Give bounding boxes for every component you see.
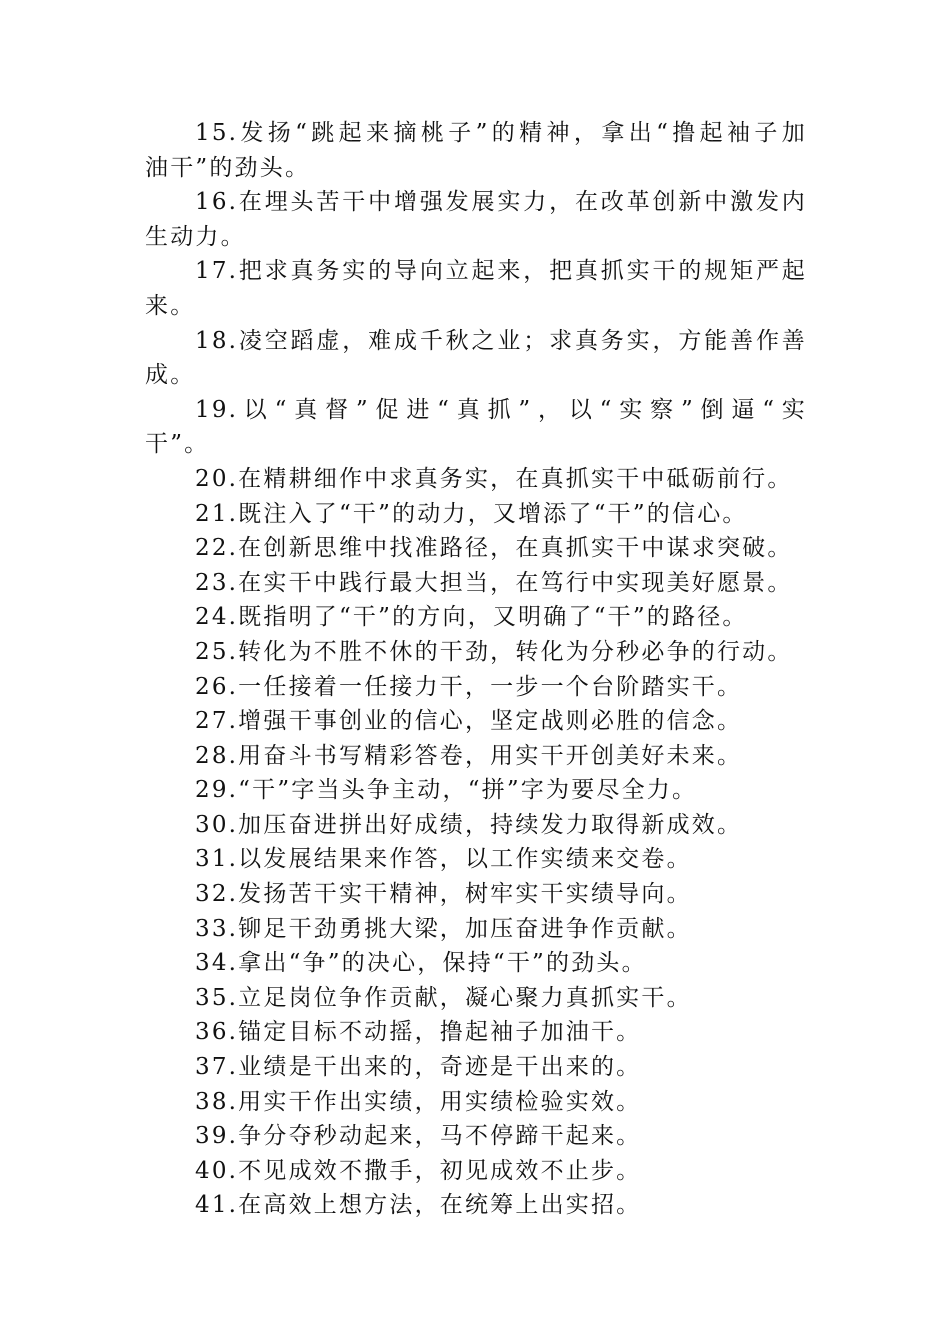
paragraph-line: 38.用实干作出实绩，用实绩检验实效。 — [195, 1088, 642, 1115]
paragraph-line: 27.增强干事创业的信心，坚定战则必胜的信念。 — [195, 708, 743, 735]
paragraph-line: 19.以“真督”促进“真抓”，以“实察”倒逼“实 — [195, 396, 807, 423]
paragraph-line: 26.一任接着一任接力干，一步一个台阶踏实干。 — [195, 673, 743, 700]
paragraph-line: 来。 — [145, 292, 196, 319]
paragraph-line: 21.既注入了“干”的动力，又增添了“干”的信心。 — [195, 500, 748, 527]
paragraph-line: 39.争分夺秒动起来，马不停蹄干起来。 — [195, 1123, 642, 1150]
paragraph-line: 37.业绩是干出来的，奇迹是干出来的。 — [195, 1054, 642, 1081]
paragraph-line: 29.“干”字当头争主动，“拼”字为要尽全力。 — [195, 777, 698, 804]
paragraph-line: 40.不见成效不撒手，初见成效不止步。 — [195, 1157, 642, 1184]
paragraph-line: 35.立足岗位争作贡献，凝心聚力真抓实干。 — [195, 984, 692, 1011]
paragraph-line: 20.在精耕细作中求真务实，在真抓实干中砥砺前行。 — [195, 465, 793, 492]
paragraph-line: 24.既指明了“干”的方向，又明确了“干”的路径。 — [195, 604, 748, 631]
paragraph-line: 15.发扬“跳起来摘桃子”的精神，拿出“撸起袖子加 — [195, 120, 807, 146]
paragraph-line: 16.在埋头苦干中增强发展实力，在改革创新中激发内 — [195, 189, 807, 216]
paragraph-line: 22.在创新思维中找准路径，在真抓实干中谋求突破。 — [195, 535, 793, 562]
paragraph-line: 30.加压奋进拼出好成绩，持续发力取得新成效。 — [195, 811, 743, 838]
paragraph-line: 34.拿出“争”的决心，保持“干”的劲头。 — [195, 950, 647, 977]
paragraph-line: 41.在高效上想方法，在统筹上出实招。 — [195, 1192, 642, 1219]
paragraph-line: 生动力。 — [145, 223, 246, 250]
paragraph-line: 32.发扬苦干实干精神，树牢实干实绩导向。 — [195, 881, 692, 908]
paragraph-line: 干”。 — [145, 431, 210, 458]
paragraph-line: 18.凌空蹈虚，难成千秋之业；求真务实，方能善作善 — [195, 327, 807, 354]
document-body — [145, 116, 807, 1223]
paragraph-line: 25.转化为不胜不休的干劲，转化为分秒必争的行动。 — [195, 638, 793, 665]
paragraph-line: 28.用奋斗书写精彩答卷，用实干开创美好未来。 — [195, 742, 743, 769]
paragraph-line: 23.在实干中践行最大担当，在笃行中实现美好愿景。 — [195, 569, 793, 596]
paragraph-line: 33.铆足干劲勇挑大梁，加压奋进争作贡献。 — [195, 915, 692, 942]
paragraph-line: 成。 — [145, 362, 196, 389]
paragraph-line: 36.锚定目标不动摇，撸起袖子加油干。 — [195, 1019, 642, 1046]
paragraph-line: 31.以发展结果来作答，以工作实绩来交卷。 — [195, 846, 692, 873]
paragraph-line: 17.把求真务实的导向立起来，把真抓实干的规矩严起 — [195, 258, 807, 285]
paragraph-line: 油干”的劲头。 — [145, 154, 311, 181]
